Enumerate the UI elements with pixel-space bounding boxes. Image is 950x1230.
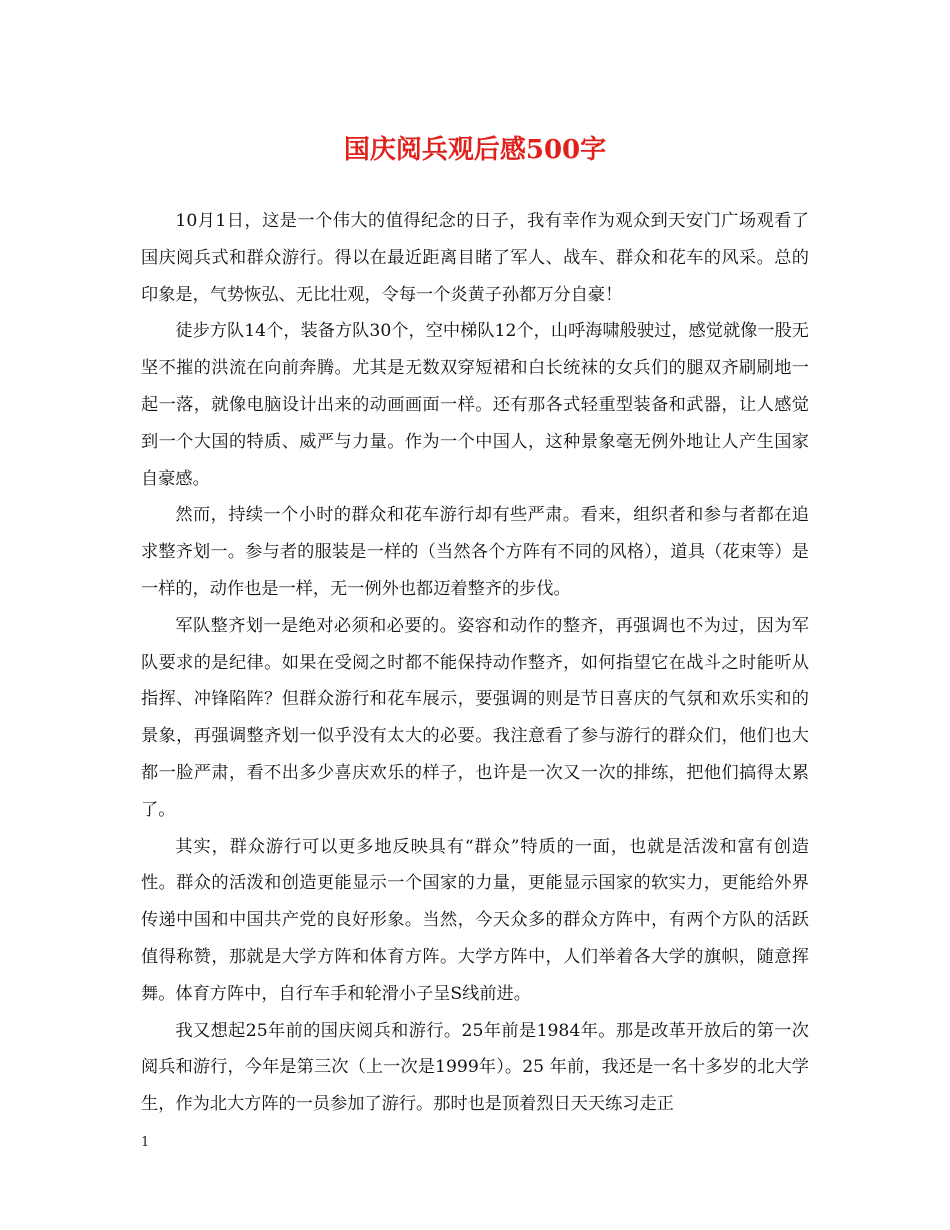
paragraph-4: 军队整齐划一是绝对必须和必要的。姿容和动作的整齐，再强调也不为过，因为军队要求的是纪律。如果在受阅之时都不能保持动作整齐，如何指望它在战斗之时能听从指挥、冲锋陷阵？但群众游行和花车展示，要强调的则是节日喜庆的气氛和欢乐实和的景象，再强调整齐划一似乎没有太大的必要。我注意看了参与游行的群众们，他们也大都一脸严肃，看不出多少喜庆欢乐的样子，也许是一次又一次的排练，把他们搞得太累了。 (141, 615, 809, 820)
page-number: 1 (141, 1135, 150, 1150)
document-title: 国庆阅兵观后感500字 (343, 135, 607, 165)
paragraph-6: 我又想起25年前的国庆阅兵和游行。25年前是1984年。那是改革开放后的第一次阅兵和游行，今年是第三次（上一次是1999年）。25 年前，我还是一名十多岁的北大学生，作为北大方阵的一员参加了游行。那时也是顶着烈日天天练习走正 (141, 1020, 809, 1115)
paragraph-3: 然而，持续一个小时的群众和花车游行却有些严肃。看来，组织者和参与者都在追求整齐划一。参与者的服装是一样的（当然各个方阵有不同的风格），道具（花束等）是一样的，动作也是一样，无一例外也都迈着整齐的步伐。 (141, 505, 809, 599)
paragraph-2: 徒步方队14个，装备方队30个，空中梯队12个，山呼海啸般驶过，感觉就像一股无坚不摧的洪流在向前奔腾。尤其是无数双穿短裙和白长统袜的女兵们的腿双齐刷刷地一起一落，就像电脑设计出来的动画画面一样。还有那各式轻重型装备和武器，让人感觉到一个大国的特质、威严与力量。作为一个中国人，这种景象毫无例外地让人产生国家自豪感。 (141, 321, 809, 489)
document-body (141, 203, 809, 1123)
paragraph-1: 10月1日，这是一个伟大的值得纪念的日子，我有幸作为观众到天安门广场观看了国庆阅兵式和群众游行。得以在最近距离目睹了军人、战车、群众和花车的风采。总的印象是，气势恢弘、无比壮观，令每一个炎黄子孙都万分自豪！ (141, 211, 809, 305)
paragraph-5: 其实，群众游行可以更多地反映具有“群众”特质的一面，也就是活泼和富有创造性。群众的活泼和创造更能显示一个国家的力量，更能显示国家的软实力，更能给外界传递中国和中国共产党的良好形象。当然，今天众多的群众方阵中，有两个方队的活跃值得称赞，那就是大学方阵和体育方阵。大学方阵中，人们举着各大学的旗帜，随意挥舞。体育方阵中，自行车手和轮滑小子呈S线前进。 (141, 836, 809, 1004)
